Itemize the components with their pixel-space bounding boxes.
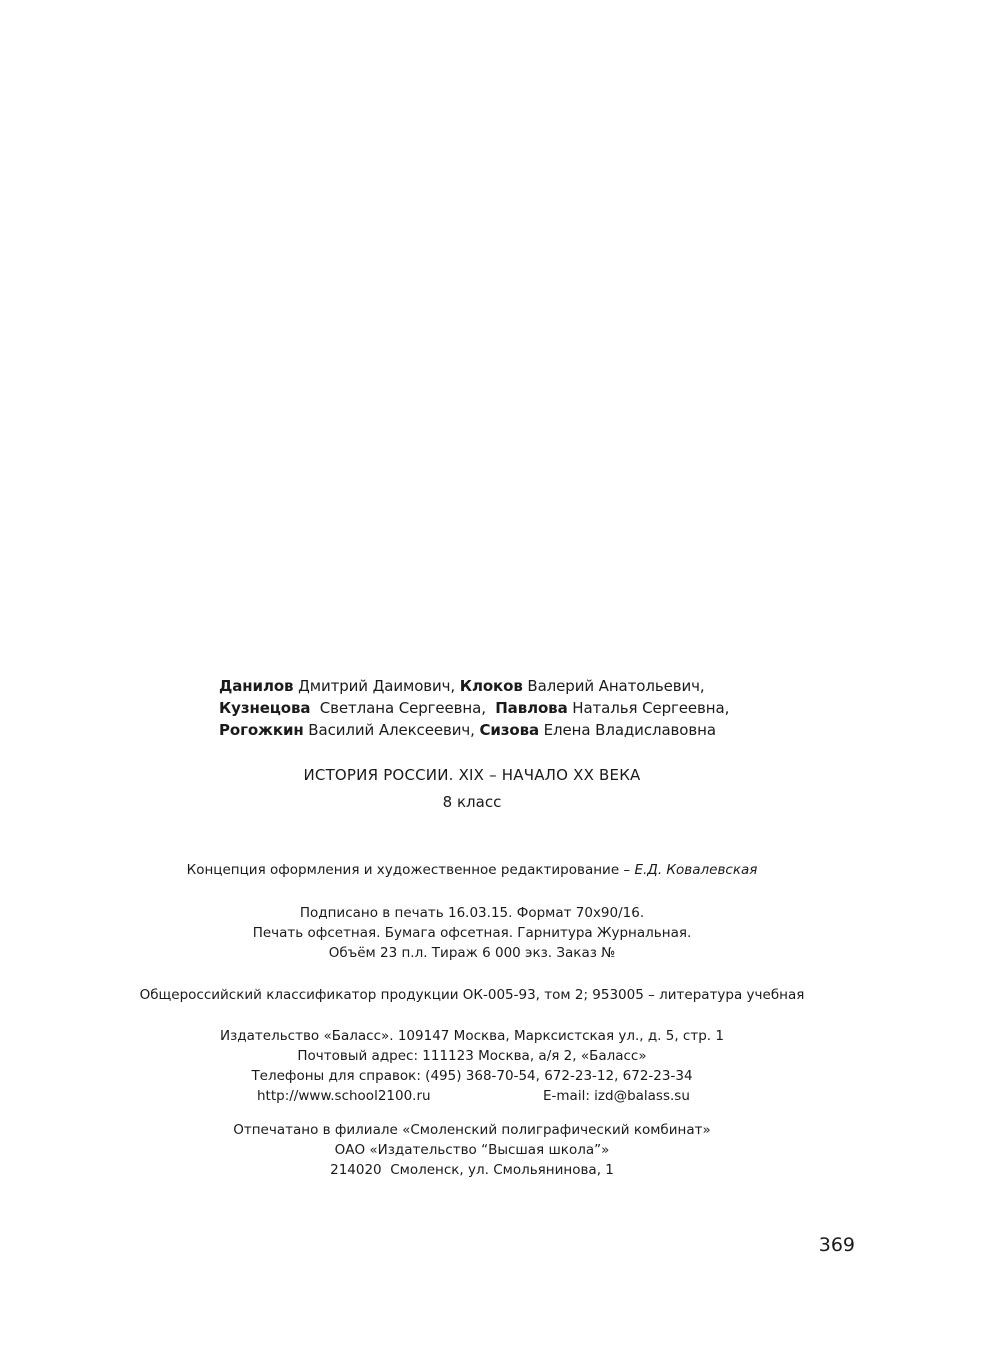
printer-line: 214020 Смоленск, ул. Смольянинова, 1 <box>330 1162 614 1178</box>
page-number: 369 <box>818 1234 855 1256</box>
product-classifier: Общероссийский классификатор продукции ОК-005-93, том 2; 953005 – литература учебная <box>139 987 805 1003</box>
author-given-names: Наталья Сергеевна, <box>567 699 730 717</box>
publisher-email-link[interactable]: E-mail: izd@balass.su <box>543 1088 690 1104</box>
author-given-names: Светлана Сергеевна, <box>310 699 496 717</box>
print-info-line: Печать офсетная. Бумага офсетная. Гарнитура Журнальная. <box>252 925 692 941</box>
author-surname: Кузнецова <box>219 699 311 717</box>
design-credit-label: Концепция оформления и художественное редактирование – <box>186 862 635 878</box>
author-surname: Клоков <box>459 677 523 695</box>
author-given-names: Василий Алексеевич, <box>303 721 480 739</box>
printer-line: ОАО «Издательство “Высшая школа”» <box>334 1142 610 1158</box>
printer-block <box>0 1120 944 1180</box>
publisher-contacts <box>0 1086 944 1106</box>
design-editor-name: Е.Д. Ковалевская <box>634 862 758 878</box>
authors-line <box>219 675 729 697</box>
author-given-names: Елена Владиславовна <box>539 721 716 739</box>
authors-block <box>219 675 729 741</box>
publisher-website-link[interactable]: http://www.school2100.ru <box>257 1088 431 1104</box>
author-surname: Павлова <box>495 699 568 717</box>
print-info-line: Объём 23 п.л. Тираж 6 000 экз. Заказ № <box>328 945 616 961</box>
author-surname: Сизова <box>479 721 540 739</box>
printer-line: Отпечатано в филиале «Смоленский полиграфический комбинат» <box>233 1122 711 1138</box>
design-credit <box>0 860 944 880</box>
author-given-names: Валерий Анатольевич, <box>522 677 705 695</box>
author-surname: Рогожкин <box>219 721 304 739</box>
book-grade: 8 класс <box>442 793 502 811</box>
publisher-phones: Телефоны для справок: (495) 368-70-54, 672-23-12, 672-23-34 <box>251 1068 693 1084</box>
publisher-block <box>0 1026 944 1106</box>
author-given-names: Дмитрий Даимович, <box>293 677 460 695</box>
print-info-line: Подписано в печать 16.03.15. Формат 70x90/16. <box>299 905 645 921</box>
book-title: ИСТОРИЯ РОССИИ. XIX – НАЧАЛО XX ВЕКА <box>303 766 641 784</box>
author-surname: Данилов <box>219 677 294 695</box>
authors-line <box>219 719 729 741</box>
publisher-postal-address: Почтовый адрес: 111123 Москва, а/я 2, «Баласс» <box>297 1048 647 1064</box>
publisher-address: Издательство «Баласс». 109147 Москва, Марксистская ул., д. 5, стр. 1 <box>220 1028 724 1044</box>
print-info-block <box>0 903 944 963</box>
authors-line <box>219 697 729 719</box>
